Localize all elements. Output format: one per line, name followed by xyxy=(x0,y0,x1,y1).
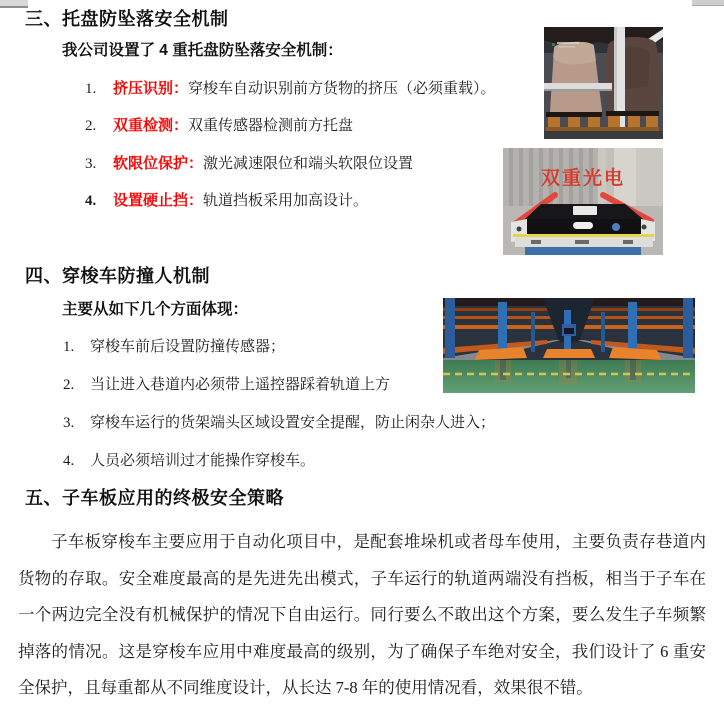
list-item xyxy=(63,373,390,394)
section-5-heading: 五、子车板应用的终极安全策略 xyxy=(25,488,284,508)
highlight-term: 挤压识别： xyxy=(113,81,189,97)
shuttle-car-photo xyxy=(503,148,663,255)
list-number: 4. xyxy=(63,453,75,469)
list-number: 2. xyxy=(63,377,75,393)
list-item xyxy=(85,114,353,135)
highlight-term: 软限位保护： xyxy=(113,156,204,172)
warehouse-aisle-photo xyxy=(443,298,695,393)
top-left-cutoff-fragment xyxy=(0,0,28,8)
photo-caption: 双重光电 xyxy=(541,168,626,189)
list-item-text: 人员必须培训过才能操作穿梭车。 xyxy=(90,453,316,469)
highlight-term: 设置硬止挡： xyxy=(113,193,204,209)
list-item xyxy=(63,335,285,356)
list-item xyxy=(85,77,496,98)
section-3-heading: 三、托盘防坠落安全机制 xyxy=(25,9,229,29)
section-5-paragraph: 子车板穿梭车主要应用于自动化项目中，是配套堆垛机或者母车使用，主要负责存巷道内货物的存取。安全难度最高的是先进先出模式，子车运行的轨道两端没有挡板，相当于子车在一个两边完全没有机械保护的情况下自由运行。同行要么不敢出这个方案，要么发生子车频繁掉落的情况。这是穿梭车应用中难度最高的级别，为了确保子车绝对安全，我们设计了 6 重安全保护，且每重都从不同维度设计，从长达 7-8 年的使用情况看，效果很不错。 xyxy=(18,532,706,697)
section-4-intro: 主要从如下几个方面体现： xyxy=(62,301,249,318)
list-number: 3. xyxy=(85,156,97,172)
list-item xyxy=(63,411,495,432)
list-number: 1. xyxy=(63,339,75,355)
list-item-text: 穿梭车运行的货架端头区域设置安全提醒，防止闲杂人进入； xyxy=(90,415,496,431)
list-item-text: 当让进入巷道内必须带上遥控器踩着轨道上方 xyxy=(90,377,391,393)
list-item-text: 穿梭车前后设置防撞传感器； xyxy=(90,339,286,355)
list-item xyxy=(85,189,368,210)
section-3-intro: 我公司设置了 4 重托盘防坠落安全机制： xyxy=(62,42,343,59)
list-number: 2. xyxy=(85,118,97,134)
top-right-cutoff-fragment xyxy=(692,0,724,6)
pallet-goods-photo xyxy=(544,27,663,139)
list-item xyxy=(85,152,413,173)
list-item-text: 穿梭车自动识别前方货物的挤压（必须重载）。 xyxy=(188,81,496,97)
list-item-text: 激光减速限位和端头软限位设置 xyxy=(203,156,414,172)
list-item xyxy=(63,449,315,470)
section-4-heading: 四、穿梭车防撞人机制 xyxy=(25,266,210,286)
list-number: 4. xyxy=(85,193,97,209)
list-item-text: 双重传感器检测前方托盘 xyxy=(188,118,354,134)
list-item-text: 轨道挡板采用加高设计。 xyxy=(203,193,369,209)
list-number: 3. xyxy=(63,415,75,431)
highlight-term: 双重检测： xyxy=(113,118,189,134)
list-number: 1. xyxy=(85,81,97,97)
